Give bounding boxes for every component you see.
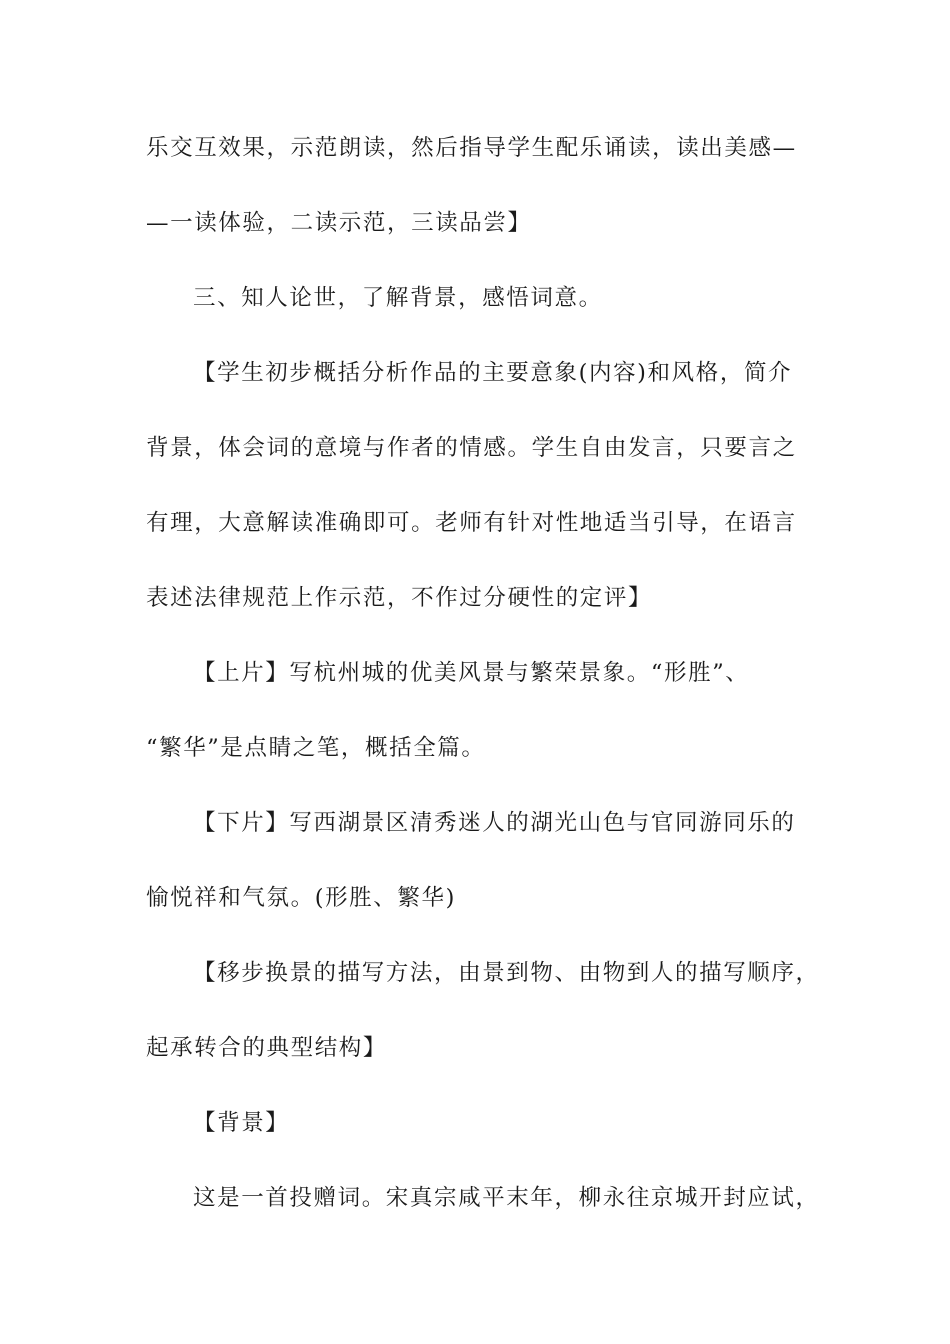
section-heading: 三、知人论世，了解背景，感悟词意。 <box>193 285 603 311</box>
text-line-7: 表述法律规范上作示范，不作过分硬性的定评】 <box>146 585 653 611</box>
text-line-2: —一读体验，二读示范，三读品尝】 <box>146 210 532 236</box>
background-heading: 【背景】 <box>193 1110 290 1136</box>
text-line-15: 这是一首投赠词。宋真宗咸平末年，柳永往京城开封应试， <box>193 1185 820 1211</box>
document-body <box>146 118 820 1243</box>
text-line-13: 起承转合的典型结构】 <box>146 1035 388 1061</box>
text-line-8: 【上片】写杭州城的优美风景与繁荣景象。“形胜”、 <box>193 660 750 686</box>
text-line-9: “繁华”是点睛之笔，概括全篇。 <box>146 735 486 761</box>
text-line-5: 背景，体会词的意境与作者的情感。学生自由发言，只要言之 <box>146 435 797 461</box>
text-line-11: 愉悦祥和气氛。(形胜、繁华) <box>146 885 456 911</box>
text-line-10: 【下片】写西湖景区清秀迷人的湖光山色与官同游同乐的 <box>193 810 796 836</box>
text-line-4: 【学生初步概括分析作品的主要意象(内容)和风格，简介 <box>193 360 793 386</box>
text-line-6: 有理，大意解读准确即可。老师有针对性地适当引导，在语言 <box>146 510 797 536</box>
text-line-12: 【移步换景的描写方法，由景到物、由物到人的描写顺序， <box>193 960 820 986</box>
text-line-1: 乐交互效果，示范朗读，然后指导学生配乐诵读，读出美感— <box>146 135 797 161</box>
